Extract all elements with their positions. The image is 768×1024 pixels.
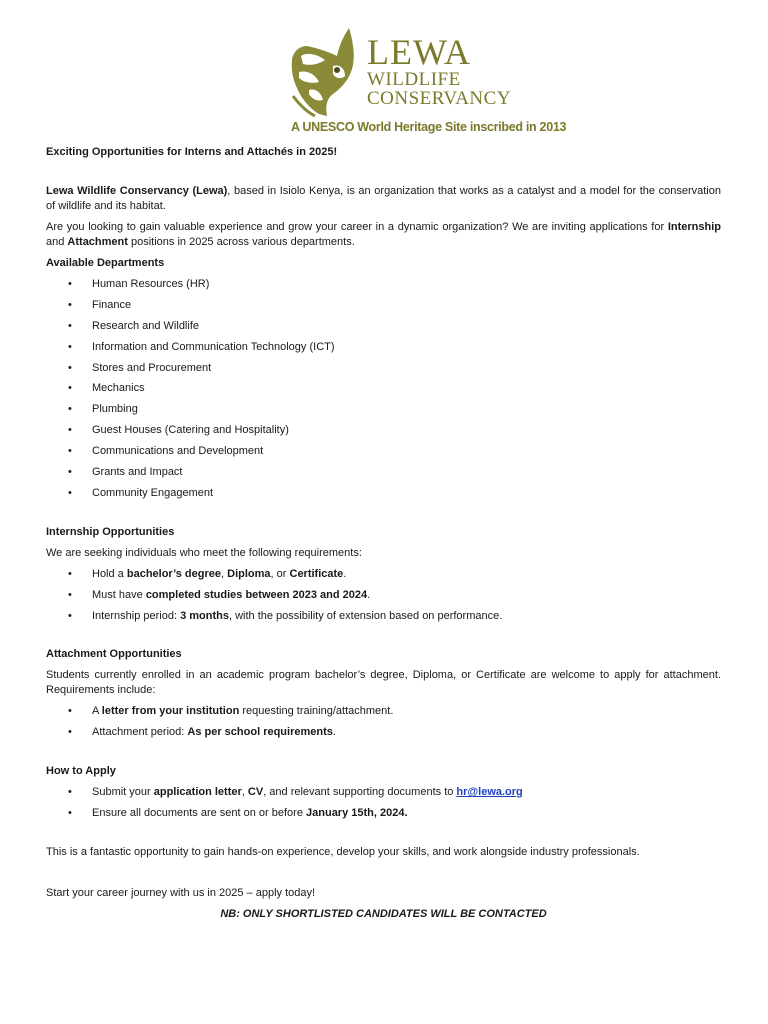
req-text: A bbox=[92, 705, 102, 718]
req-emphasis: bachelor’s degree bbox=[126, 567, 222, 580]
list-item: • Human Resources (HR) bbox=[46, 277, 721, 292]
req-emphasis: completed studies between 2023 and 2024 bbox=[145, 588, 368, 601]
list-item bbox=[46, 785, 721, 800]
lewa-logo bbox=[289, 26, 567, 138]
req-text: , with the possibility of extension based on performance. bbox=[228, 609, 503, 622]
email-link[interactable]: hr@lewa.org bbox=[456, 786, 523, 799]
req-text: . bbox=[343, 567, 347, 580]
internship-lead: We are seeking individuals who meet the following requirements: bbox=[46, 546, 362, 559]
req-text: , bbox=[221, 567, 228, 580]
internship-emphasis: Internship bbox=[667, 221, 721, 233]
rhino-emblem-icon bbox=[289, 26, 361, 118]
req-emphasis: As per school requirements bbox=[187, 726, 333, 739]
page-title: Exciting Opportunities for Interns and Attachés in 2025! bbox=[46, 146, 338, 158]
internship-requirements bbox=[46, 567, 721, 624]
invitation-paragraph bbox=[46, 220, 721, 250]
list-item bbox=[46, 725, 721, 740]
list-item bbox=[46, 806, 721, 821]
logo-wordmark bbox=[367, 34, 511, 108]
req-text: Internship period: bbox=[92, 609, 181, 622]
attachment-heading: Attachment Opportunities bbox=[46, 648, 182, 661]
req-emphasis: Diploma bbox=[227, 567, 271, 580]
list-item bbox=[46, 704, 721, 719]
document-body bbox=[46, 146, 721, 922]
list-item: • Community Engagement bbox=[46, 486, 721, 501]
req-text: Hold a bbox=[92, 567, 127, 580]
req-text: . bbox=[367, 588, 371, 601]
nb-notice: NB: ONLY SHORTLISTED CANDIDATES WILL BE CONTACTED bbox=[220, 908, 547, 921]
apply-heading: How to Apply bbox=[46, 765, 116, 778]
list-item bbox=[46, 588, 721, 603]
logo-conservancy-text: CONSERVANCY bbox=[367, 88, 512, 109]
org-name: Lewa Wildlife Conservancy (Lewa) bbox=[46, 185, 228, 197]
spacer bbox=[46, 860, 721, 886]
step-text: , bbox=[241, 786, 248, 799]
spacer bbox=[46, 629, 721, 647]
req-text: Must have bbox=[92, 588, 146, 601]
req-text: . bbox=[332, 726, 336, 739]
departments-heading: Available Departments bbox=[46, 257, 165, 269]
departments-list bbox=[46, 277, 721, 501]
step-text: Submit your bbox=[92, 786, 154, 799]
list-item: • Guest Houses (Catering and Hospitality) bbox=[46, 423, 721, 438]
closing-callout: Start your career journey with us in 2025 – apply today! bbox=[46, 887, 316, 900]
list-item: • Stores and Procurement bbox=[46, 361, 721, 376]
spacer bbox=[46, 746, 721, 764]
spacer bbox=[46, 827, 721, 845]
internship-heading: Internship Opportunities bbox=[46, 525, 175, 538]
intro-text: , based in Isiolo Kenya, is an organization that works as a catalyst and a model for the conservation of wildlife and its habitat. bbox=[46, 185, 721, 212]
invitation-text: positions in 2025 across various departments. bbox=[127, 236, 355, 248]
list-item: • Plumbing bbox=[46, 402, 721, 417]
list-item: • Mechanics bbox=[46, 381, 721, 396]
step-emphasis: application letter bbox=[153, 786, 242, 799]
req-emphasis: Certificate bbox=[289, 567, 344, 580]
invitation-text: Are you looking to gain valuable experience and grow your career in a dynamic organization? We are inviting applications for bbox=[46, 221, 668, 233]
step-emphasis: CV bbox=[247, 786, 264, 799]
list-item: • Research and Wildlife bbox=[46, 319, 721, 334]
attachment-emphasis: Attachment bbox=[67, 236, 128, 248]
req-text: Attachment period: bbox=[92, 726, 188, 739]
req-text: , or bbox=[270, 567, 290, 580]
list-item: • Grants and Impact bbox=[46, 465, 721, 480]
attachment-lead: Students currently enrolled in an academic program bachelor’s degree, Diploma, or Certificate are welcome to apply for attachment. Requirements include: bbox=[46, 669, 721, 697]
list-item: • Communications and Development bbox=[46, 444, 721, 459]
req-emphasis: 3 months bbox=[180, 609, 229, 622]
logo-wildlife-text: WILDLIFE bbox=[367, 69, 461, 90]
list-item: • Information and Communication Technology (ICT) bbox=[46, 340, 721, 355]
attachment-requirements bbox=[46, 704, 721, 740]
spacer bbox=[46, 507, 721, 525]
logo-lewa-text: LEWA bbox=[367, 32, 471, 72]
list-item: • Finance bbox=[46, 298, 721, 313]
logo-tagline: A UNESCO World Heritage Site inscribed in 2013 bbox=[291, 120, 567, 134]
deadline-emphasis: January 15th, 2024. bbox=[306, 807, 408, 820]
invitation-text: and bbox=[46, 236, 68, 248]
closing-paragraph: This is a fantastic opportunity to gain hands-on experience, develop your skills, and work alongside industry professionals. bbox=[46, 846, 640, 859]
list-item bbox=[46, 567, 721, 582]
intro-paragraph bbox=[46, 184, 721, 214]
req-emphasis: letter from your institution bbox=[101, 705, 240, 718]
req-text: requesting training/attachment. bbox=[239, 705, 394, 718]
list-item bbox=[46, 609, 721, 624]
step-text: , and relevant supporting documents to bbox=[263, 786, 457, 799]
apply-steps bbox=[46, 785, 721, 821]
step-text: Ensure all documents are sent on or before bbox=[92, 807, 307, 820]
